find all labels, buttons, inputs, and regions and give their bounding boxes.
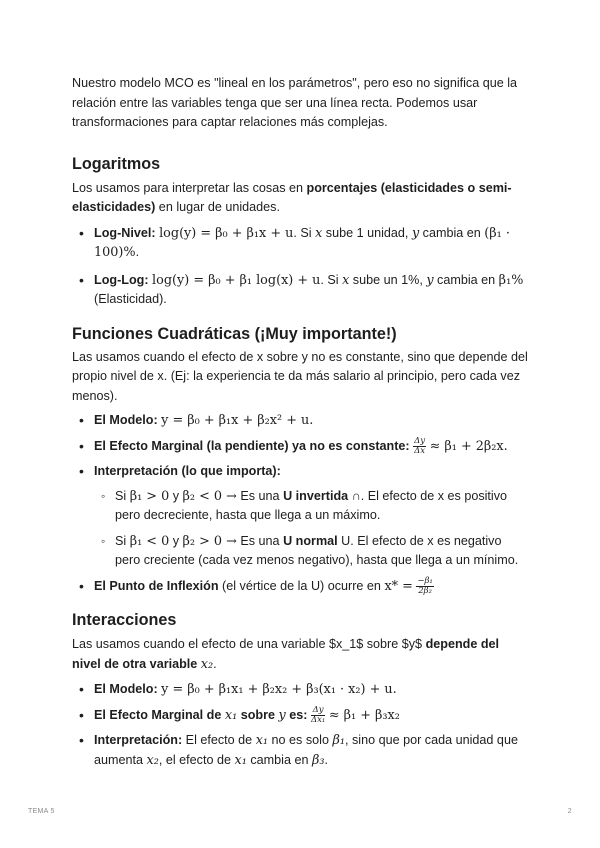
interpretacion-sublist	[94, 487, 530, 571]
intro-paragraph: Nuestro modelo MCO es "lineal en los parámetros", pero eso no significa que la relación entre las variables tenga que ser una línea recta. Podemos usar transformaciones para captar relaciones más complejas.	[72, 76, 518, 129]
list-item: • Interpretación (lo que importa): ◦ Si β₁ > 0 y β₂ < 0 → Es una U invertida ∩. El efecto de x es positivo pero decreciente, hasta que llega a un máximo. ◦ Si β₁ < 0 y β₂ > 0 → Es una U normal U. El efecto de x es negativo pero creciente (cada vez menos negativo), hasta que llega a un mínimo.	[72, 462, 530, 571]
list-item: • El Modelo: y = β₀ + β₁x + β₂x² + u.	[72, 411, 530, 431]
heading-logaritmos: Logaritmos	[72, 154, 161, 173]
footer-left: TEMA 5	[28, 808, 55, 815]
list-item: • El Modelo: y = β₀ + β₁x₁ + β₂x₂ + β₃(x₁ · x₂) + u.	[72, 680, 530, 700]
list-item: • El Efecto Marginal de x₁ sobre y es: $\frac{\Delta y}{\text{Δx₁}}$ ≈ β₁ + β₃x₂	[72, 706, 530, 726]
interacciones-list	[72, 680, 530, 770]
list-item: • El Efecto Marginal (la pendiente) ya no es constante: $\frac{\Delta y}{\Delta x}$ ≈ β₁ + 2β₂x.	[72, 437, 530, 457]
logaritmos-description: Los usamos para interpretar las cosas en porcentajes (elasticidades o semi-elasticidades) en lugar de unidades.	[72, 180, 512, 214]
heading-cuadraticas: Funciones Cuadráticas (¡Muy importante!)	[72, 324, 397, 343]
list-item: • Interpretación: El efecto de x₁ no es solo β₁, sino que por cada unidad que aumenta x₂, el efecto de x₁ cambia en β₃.	[72, 731, 530, 770]
document-page	[72, 72, 530, 770]
cuadraticas-description: Las usamos cuando el efecto de x sobre y no es constante, sino que depende del propio nivel de x. (Ej: la experiencia te da más salario al principio, pero cada vez menos).	[72, 349, 528, 403]
list-item: • El Punto de Inflexión (el vértice de la U) ocurre en x* = $\frac{\text{−β₁}}{\text{2β₂}}$	[72, 577, 530, 597]
sublist-item: ◦ Si β₁ < 0 y β₂ > 0 → Es una U normal U. El efecto de x es negativo pero creciente (cada vez menos negativo), hasta que llega a un mínimo.	[94, 532, 530, 571]
footer-page-number: 2	[567, 808, 572, 815]
logaritmos-list	[72, 224, 530, 310]
inflexion-fraction: $\frac{\text{−β₁}}{\text{2β₂}}$	[417, 575, 433, 596]
marginal-effect-fraction: $\frac{\Delta y}{\Delta x}$	[414, 435, 426, 456]
cuadraticas-list	[72, 411, 530, 596]
interaction-effect-fraction: $\frac{\Delta y}{\text{Δx₁}}$	[310, 704, 326, 725]
list-item: • Log-Nivel: log(y) = β₀ + β₁x + u. Si x sube 1 unidad, y cambia en (β₁ · 100)%.	[72, 224, 530, 263]
sublist-item: ◦ Si β₁ > 0 y β₂ < 0 → Es una U invertida ∩. El efecto de x es positivo pero decreciente, hasta que llega a un máximo.	[94, 487, 530, 526]
interacciones-description: Las usamos cuando el efecto de una variable $x_1$ sobre $y$ depende del nivel de otra variable x₂.	[72, 637, 500, 672]
list-item: • Log-Log: log(y) = β₀ + β₁ log(x) + u. Si x sube un 1%, y cambia en β₁% (Elasticidad).	[72, 271, 530, 310]
heading-interacciones: Interacciones	[72, 611, 177, 629]
